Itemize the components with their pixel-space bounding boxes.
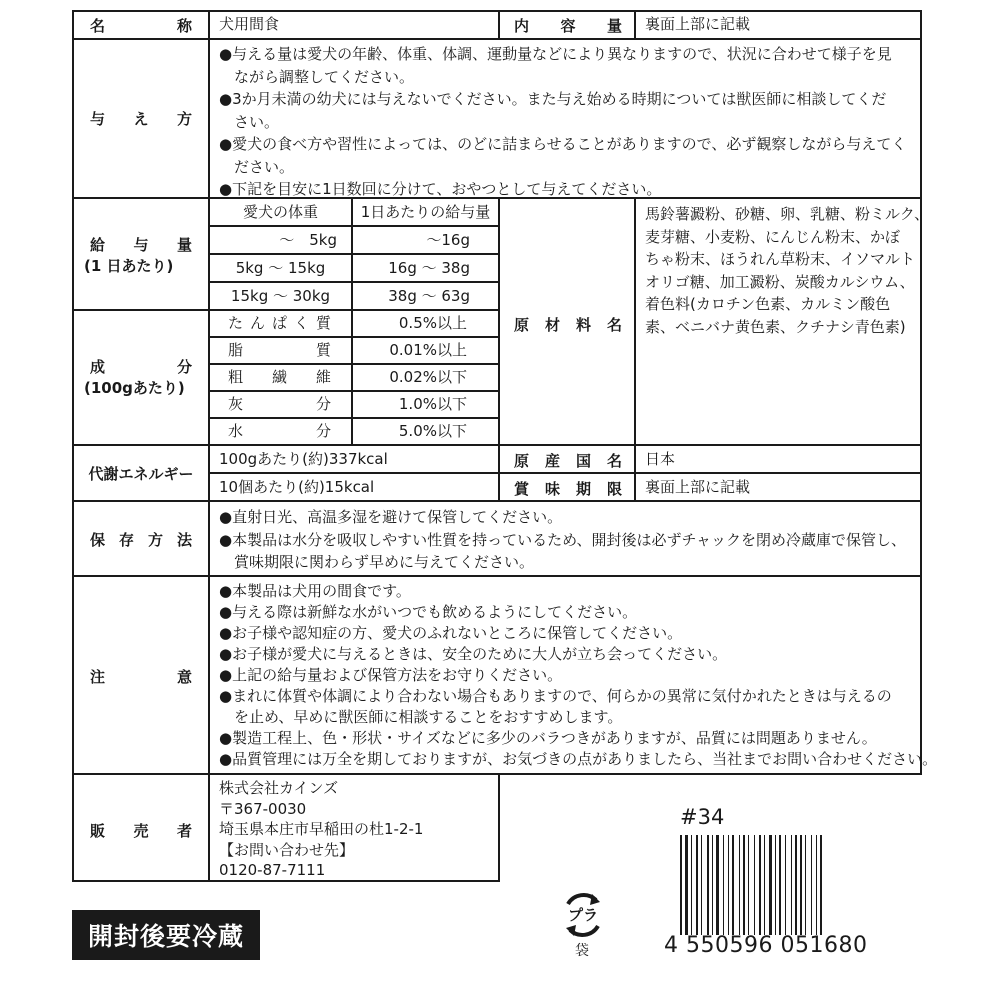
content-value: 裏面上部に記載 (645, 15, 751, 33)
amount-weight-1: 5kg 〜 15kg (235, 259, 326, 277)
caution-label: 注 意 (90, 668, 192, 686)
amount-header-amount: 1日あたりの給与量 (360, 203, 491, 221)
seller-label: 販 売 者 (90, 822, 192, 840)
amount-weight-2: 15kg 〜 30kg (230, 287, 331, 305)
name-label: 名 称 (90, 17, 192, 35)
composition-name-1: 脂 質 (228, 341, 331, 359)
amount-sublabel: (1 日あたり) (84, 257, 174, 275)
composition-label: 成 分 (90, 358, 192, 376)
amount-value-1: 16g 〜 38g (388, 259, 470, 277)
composition-value-2: 0.02%以下 (389, 368, 467, 386)
best-before-value: 裏面上部に記載 (645, 478, 751, 496)
barcode-code: #34 (680, 805, 725, 829)
amount-value-2: 38g 〜 63g (388, 287, 470, 305)
composition-value-4: 5.0%以下 (398, 422, 467, 440)
composition-value-1: 0.01%以上 (389, 341, 467, 359)
energy-line1: 100gあたり(約)337kcal (219, 450, 388, 468)
composition-name-2: 粗 繊 維 (228, 368, 331, 386)
recycle-mark-text: プラ (567, 906, 598, 924)
recycle-label: 袋 (575, 943, 589, 959)
composition-sublabel: (100gあたり) (84, 379, 185, 397)
origin-label: 原 産 国 名 (514, 452, 622, 470)
ingredients-label: 原 材 料 名 (514, 316, 622, 334)
amount-weight-0: 〜 5kg (279, 231, 337, 249)
amount-value-0: 〜16g (426, 231, 470, 249)
ingredients-text: 馬鈴薯澱粉、砂糖、卵、乳糖、粉ミルク、 麦芽糖、小麦粉、にんじん粉末、かぼ ちゃ粉末、ほうれん草粉末、イソマルト オリゴ糖、加工澱粉、炭酸カルシウム、 着色料(カロチン色素、カルミン酸色 素、ベニバナ黄色素、クチナシ青色素) (645, 205, 930, 336)
storage-label: 保 存 方 法 (90, 531, 192, 549)
seller-text: 株式会社カインズ 〒367-0030 埼玉県本庄市早稲田の杜1-2-1 【お問い合わせ先】 0120-87-7111 (219, 779, 424, 879)
best-before-label: 賞 味 期 限 (514, 480, 622, 498)
composition-name-3: 灰 分 (228, 395, 331, 413)
origin-value: 日本 (645, 450, 676, 468)
amount-header-weight: 愛犬の体重 (242, 203, 318, 221)
composition-value-3: 1.0%以下 (398, 395, 467, 413)
content-label: 内 容 量 (514, 17, 622, 35)
name-value: 犬用間食 (219, 15, 280, 33)
composition-name-0: た ん ぱ く 質 (228, 314, 331, 332)
composition-value-0: 0.5%以上 (398, 314, 467, 332)
caution-text: ●本製品は犬用の間食です。 ●与える際は新鮮な水がいつでも飲めるようにしてください。 ●お子様や認知症の方、愛犬のふれないところに保管してください。 ●お子様が愛犬に与えるときは、安全のために大人が立ち会ってください。 ●上記の給与量および保管方法をお守りください。 ●まれに体質や体調により合わない場合もありますので、何らかの異常に気付かれたときは与えるの を止め、早めに獣医師に相談することをおすすめします。 ●製造工程上、色・形状・サイズなどに多少のバラつきがありますが、品質には問題ありません。 ●品質管理には万全を期しておりますが、お気づきの点がありましたら、当社までお問い合わせください。 (219, 582, 938, 768)
feeding-label: 与 え 方 (90, 110, 192, 128)
energy-label: 代謝エネルギー (88, 465, 194, 483)
feeding-text: ●与える量は愛犬の年齢、体重、体調、運動量などにより異なりますので、状況に合わせて様子を見 ながら調整してください。 ●3か月未満の幼犬には与えないでください。また与え始める時期については獣医師に相談してくだ さい。 ●愛犬の食べ方や習性によっては、のどに詰まらせることがありますので、必ず観察しながら与えてく ださい。 ●下記を目安に1日数回に分けて、おやつとして与えてください。 (219, 45, 907, 198)
barcode-number: 4 550596 051680 (664, 933, 868, 958)
amount-label: 給 与 量 (90, 236, 192, 254)
refrigerate-badge: 開封後要冷蔵 (72, 910, 260, 960)
recycle-pla-icon (558, 890, 608, 940)
composition-name-4: 水 分 (228, 422, 331, 440)
energy-line2: 10個あたり(約)15kcal (219, 478, 375, 496)
origin-value-cell (634, 444, 922, 474)
storage-text: ●直射日光、高温多湿を避けて保管してください。 ●本製品は水分を吸収しやすい性質を持っているため、開封後は必ずチャックを閉め冷蔵庫で保管し、 賞味期限に関わらず早めに与えてください。 (219, 508, 907, 571)
